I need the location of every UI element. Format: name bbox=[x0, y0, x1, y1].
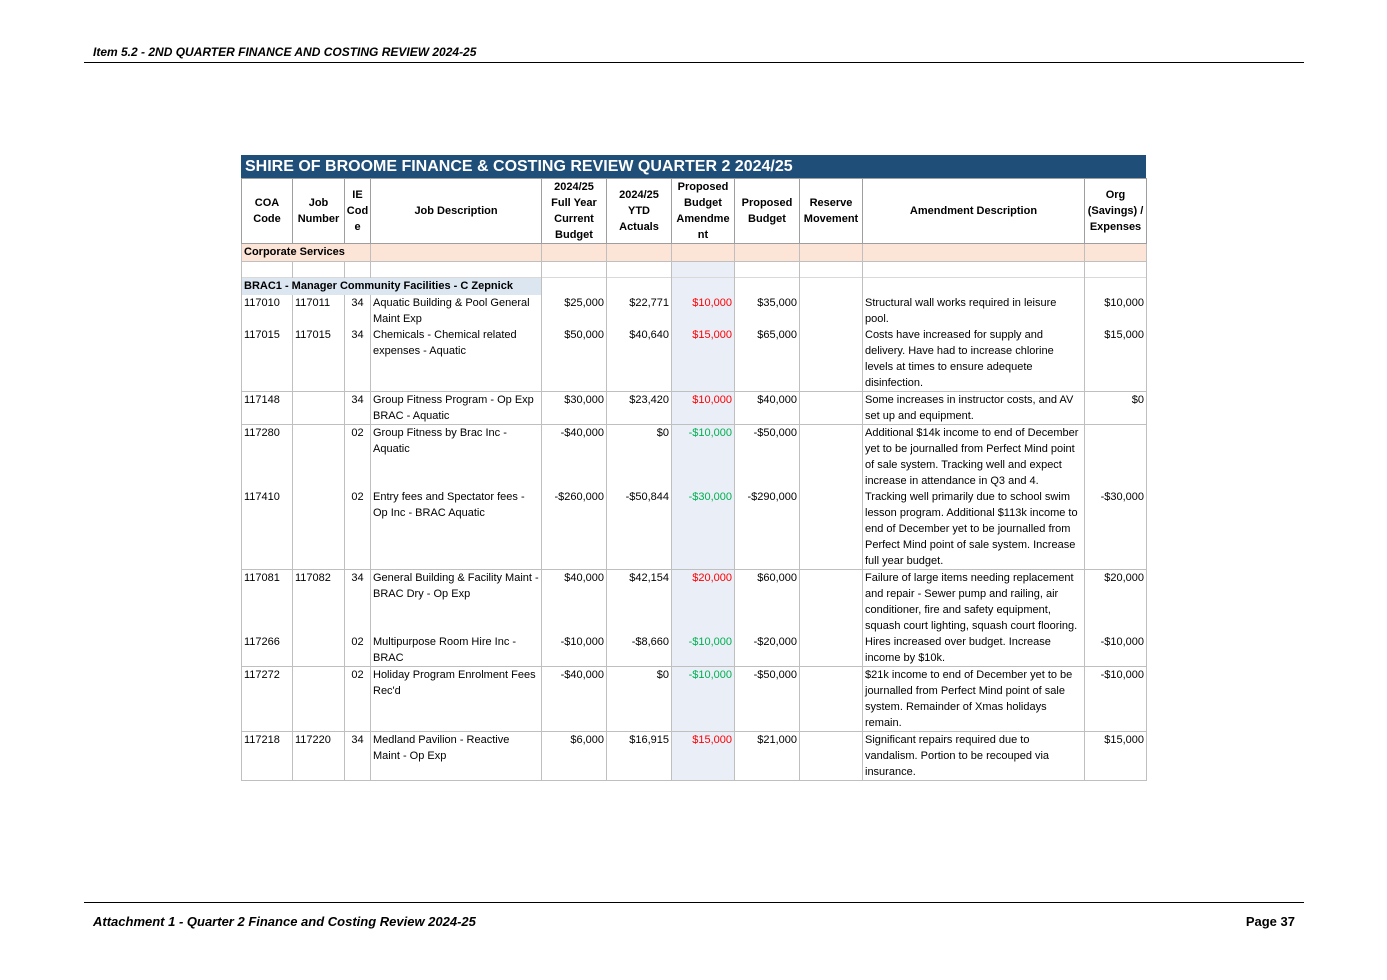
cell-ytd: $16,915 bbox=[607, 732, 672, 781]
cell-budget: $30,000 bbox=[542, 392, 607, 425]
cell-amend-desc: Significant repairs required due to vandalism. Portion to be recouped via insurance. bbox=[863, 732, 1085, 781]
cell-coa: 117015 bbox=[242, 327, 293, 392]
cell-desc: Entry fees and Spectator fees - Op Inc - BRAC Aquatic bbox=[371, 489, 542, 570]
cell-ytd: -$8,660 bbox=[607, 634, 672, 667]
cell-amend: $10,000 bbox=[672, 295, 735, 327]
col-header-coa: COA Code bbox=[242, 179, 293, 244]
cell-amend-desc: Failure of large items needing replacement and repair - Sewer pump and railing, air conditioner, fire and safety equipment, squash court lighting, squash court flooring. bbox=[863, 570, 1085, 635]
cell-reserve bbox=[800, 667, 863, 732]
cell-ytd: $40,640 bbox=[607, 327, 672, 392]
col-header-proposed: Proposed Budget bbox=[735, 179, 800, 244]
cell-job: 117082 bbox=[293, 570, 345, 635]
cell-budget: -$10,000 bbox=[542, 634, 607, 667]
cell-ie: 34 bbox=[345, 295, 371, 327]
table-row bbox=[242, 570, 1147, 635]
cell-ytd: $42,154 bbox=[607, 570, 672, 635]
cell-coa: 117081 bbox=[242, 570, 293, 635]
cell-amend: -$10,000 bbox=[672, 667, 735, 732]
cell-org: $15,000 bbox=[1085, 732, 1147, 781]
cell-job bbox=[293, 392, 345, 425]
cell-org: $20,000 bbox=[1085, 570, 1147, 635]
cell-amend: $10,000 bbox=[672, 392, 735, 425]
cell-ie: 34 bbox=[345, 570, 371, 635]
cell-budget: $6,000 bbox=[542, 732, 607, 781]
cell-proposed: -$20,000 bbox=[735, 634, 800, 667]
cell-amend: -$10,000 bbox=[672, 425, 735, 490]
cell-desc: General Building & Facility Maint - BRAC Dry - Op Exp bbox=[371, 570, 542, 635]
table-row bbox=[242, 489, 1147, 570]
cell-budget: $25,000 bbox=[542, 295, 607, 327]
cell-amend: $20,000 bbox=[672, 570, 735, 635]
cell-coa: 117010 bbox=[242, 295, 293, 327]
cell-amend-desc: Costs have increased for supply and delivery. Have had to increase chlorine levels at times to ensure adequete disinfection. bbox=[863, 327, 1085, 392]
cell-org bbox=[1085, 425, 1147, 490]
cell-ytd: $22,771 bbox=[607, 295, 672, 327]
cell-amend: -$30,000 bbox=[672, 489, 735, 570]
section-row bbox=[242, 244, 1147, 262]
document-footer bbox=[84, 902, 1304, 933]
cell-amend-desc: Tracking well primarily due to school swim lesson program. Additional $113k income to end of December yet to be journalled from Perfect Mind point of sale system. Increase full year budget. bbox=[863, 489, 1085, 570]
cell-ie: 34 bbox=[345, 327, 371, 392]
cell-amend-desc: Structural wall works required in leisure pool. bbox=[863, 295, 1085, 327]
cell-reserve bbox=[800, 732, 863, 781]
cell-amend-desc: Additional $14k income to end of December yet to be journalled from Perfect Mind point of sale system. Tracking well and expect increase in attendance in Q3 and 4. bbox=[863, 425, 1085, 490]
cell-coa: 117266 bbox=[242, 634, 293, 667]
document-header bbox=[84, 44, 1304, 63]
cell-coa: 117410 bbox=[242, 489, 293, 570]
cell-desc: Group Fitness Program - Op Exp BRAC - Aquatic bbox=[371, 392, 542, 425]
cell-ie: 02 bbox=[345, 634, 371, 667]
cell-org: $0 bbox=[1085, 392, 1147, 425]
cell-amend-desc: Some increases in instructor costs, and AV set up and equipment. bbox=[863, 392, 1085, 425]
cell-org: $10,000 bbox=[1085, 295, 1147, 327]
cell-proposed: $65,000 bbox=[735, 327, 800, 392]
cell-job: 117220 bbox=[293, 732, 345, 781]
finance-review-table bbox=[241, 155, 1146, 781]
table-row bbox=[242, 634, 1147, 667]
cell-ie: 02 bbox=[345, 425, 371, 490]
col-header-amend: Proposed Budget Amendme nt bbox=[672, 179, 735, 244]
cell-coa: 117148 bbox=[242, 392, 293, 425]
cell-ytd: $23,420 bbox=[607, 392, 672, 425]
cell-reserve bbox=[800, 570, 863, 635]
group-row bbox=[242, 278, 1147, 296]
cell-desc: Holiday Program Enrolment Fees Rec'd bbox=[371, 667, 542, 732]
cell-coa: 117280 bbox=[242, 425, 293, 490]
table-row bbox=[242, 295, 1147, 327]
col-header-budget: 2024/25 Full Year Current Budget bbox=[542, 179, 607, 244]
table-row bbox=[242, 667, 1147, 732]
cell-budget: -$40,000 bbox=[542, 667, 607, 732]
group-label: BRAC1 - Manager Community Facilities - C Zepnick bbox=[242, 278, 542, 296]
review-table bbox=[241, 178, 1147, 781]
cell-org: -$30,000 bbox=[1085, 489, 1147, 570]
col-header-ytd: 2024/25 YTD Actuals bbox=[607, 179, 672, 244]
cell-proposed: -$50,000 bbox=[735, 667, 800, 732]
cell-ie: 02 bbox=[345, 667, 371, 732]
cell-job bbox=[293, 489, 345, 570]
cell-reserve bbox=[800, 295, 863, 327]
cell-job bbox=[293, 425, 345, 490]
cell-proposed: -$290,000 bbox=[735, 489, 800, 570]
col-header-amend-desc: Amendment Description bbox=[863, 179, 1085, 244]
cell-amend-desc: $21k income to end of December yet to be journalled from Perfect Mind point of sale system. Remainder of Xmas holidays remain. bbox=[863, 667, 1085, 732]
cell-proposed: $35,000 bbox=[735, 295, 800, 327]
cell-job bbox=[293, 634, 345, 667]
column-header-row bbox=[242, 179, 1147, 244]
document-header-title: Item 5.2 - 2ND QUARTER FINANCE AND COSTING REVIEW 2024-25 bbox=[93, 45, 477, 59]
page-number: Page 37 bbox=[1245, 914, 1295, 929]
footer-attachment-label: Attachment 1 - Quarter 2 Finance and Costing Review 2024-25 bbox=[93, 914, 476, 929]
col-header-org: Org (Savings) / Expenses bbox=[1085, 179, 1147, 244]
cell-amend: -$10,000 bbox=[672, 634, 735, 667]
cell-job bbox=[293, 667, 345, 732]
cell-desc: Group Fitness by Brac Inc - Aquatic bbox=[371, 425, 542, 490]
col-header-job: Job Number bbox=[293, 179, 345, 244]
cell-budget: $40,000 bbox=[542, 570, 607, 635]
cell-reserve bbox=[800, 425, 863, 490]
col-header-ie: IE Cod e bbox=[345, 179, 371, 244]
cell-ytd: $0 bbox=[607, 667, 672, 732]
cell-org: $15,000 bbox=[1085, 327, 1147, 392]
cell-proposed: $21,000 bbox=[735, 732, 800, 781]
cell-desc: Medland Pavilion - Reactive Maint - Op Exp bbox=[371, 732, 542, 781]
cell-proposed: -$50,000 bbox=[735, 425, 800, 490]
cell-ytd: $0 bbox=[607, 425, 672, 490]
cell-job: 117011 bbox=[293, 295, 345, 327]
cell-desc: Chemicals - Chemical related expenses - Aquatic bbox=[371, 327, 542, 392]
cell-reserve bbox=[800, 489, 863, 570]
table-row bbox=[242, 327, 1147, 392]
cell-reserve bbox=[800, 634, 863, 667]
cell-ie: 02 bbox=[345, 489, 371, 570]
cell-proposed: $60,000 bbox=[735, 570, 800, 635]
cell-org: -$10,000 bbox=[1085, 634, 1147, 667]
cell-budget: -$40,000 bbox=[542, 425, 607, 490]
cell-org: -$10,000 bbox=[1085, 667, 1147, 732]
col-header-reserve: Reserve Movement bbox=[800, 179, 863, 244]
cell-budget: -$260,000 bbox=[542, 489, 607, 570]
table-row bbox=[242, 425, 1147, 490]
cell-desc: Aquatic Building & Pool General Maint Exp bbox=[371, 295, 542, 327]
cell-amend: $15,000 bbox=[672, 327, 735, 392]
col-header-desc: Job Description bbox=[371, 179, 542, 244]
cell-job: 117015 bbox=[293, 327, 345, 392]
cell-ie: 34 bbox=[345, 392, 371, 425]
cell-ytd: -$50,844 bbox=[607, 489, 672, 570]
section-label: Corporate Services bbox=[242, 244, 345, 262]
cell-coa: 117272 bbox=[242, 667, 293, 732]
cell-budget: $50,000 bbox=[542, 327, 607, 392]
cell-reserve bbox=[800, 392, 863, 425]
report-title: SHIRE OF BROOME FINANCE & COSTING REVIEW QUARTER 2 2024/25 bbox=[241, 155, 1146, 178]
cell-amend: $15,000 bbox=[672, 732, 735, 781]
cell-amend-desc: Hires increased over budget. Increase income by $10k. bbox=[863, 634, 1085, 667]
cell-coa: 117218 bbox=[242, 732, 293, 781]
cell-desc: Multipurpose Room Hire Inc - BRAC bbox=[371, 634, 542, 667]
cell-reserve bbox=[800, 327, 863, 392]
spacer-row bbox=[242, 262, 1147, 278]
table-row bbox=[242, 732, 1147, 781]
cell-proposed: $40,000 bbox=[735, 392, 800, 425]
table-row bbox=[242, 392, 1147, 425]
cell-ie: 34 bbox=[345, 732, 371, 781]
